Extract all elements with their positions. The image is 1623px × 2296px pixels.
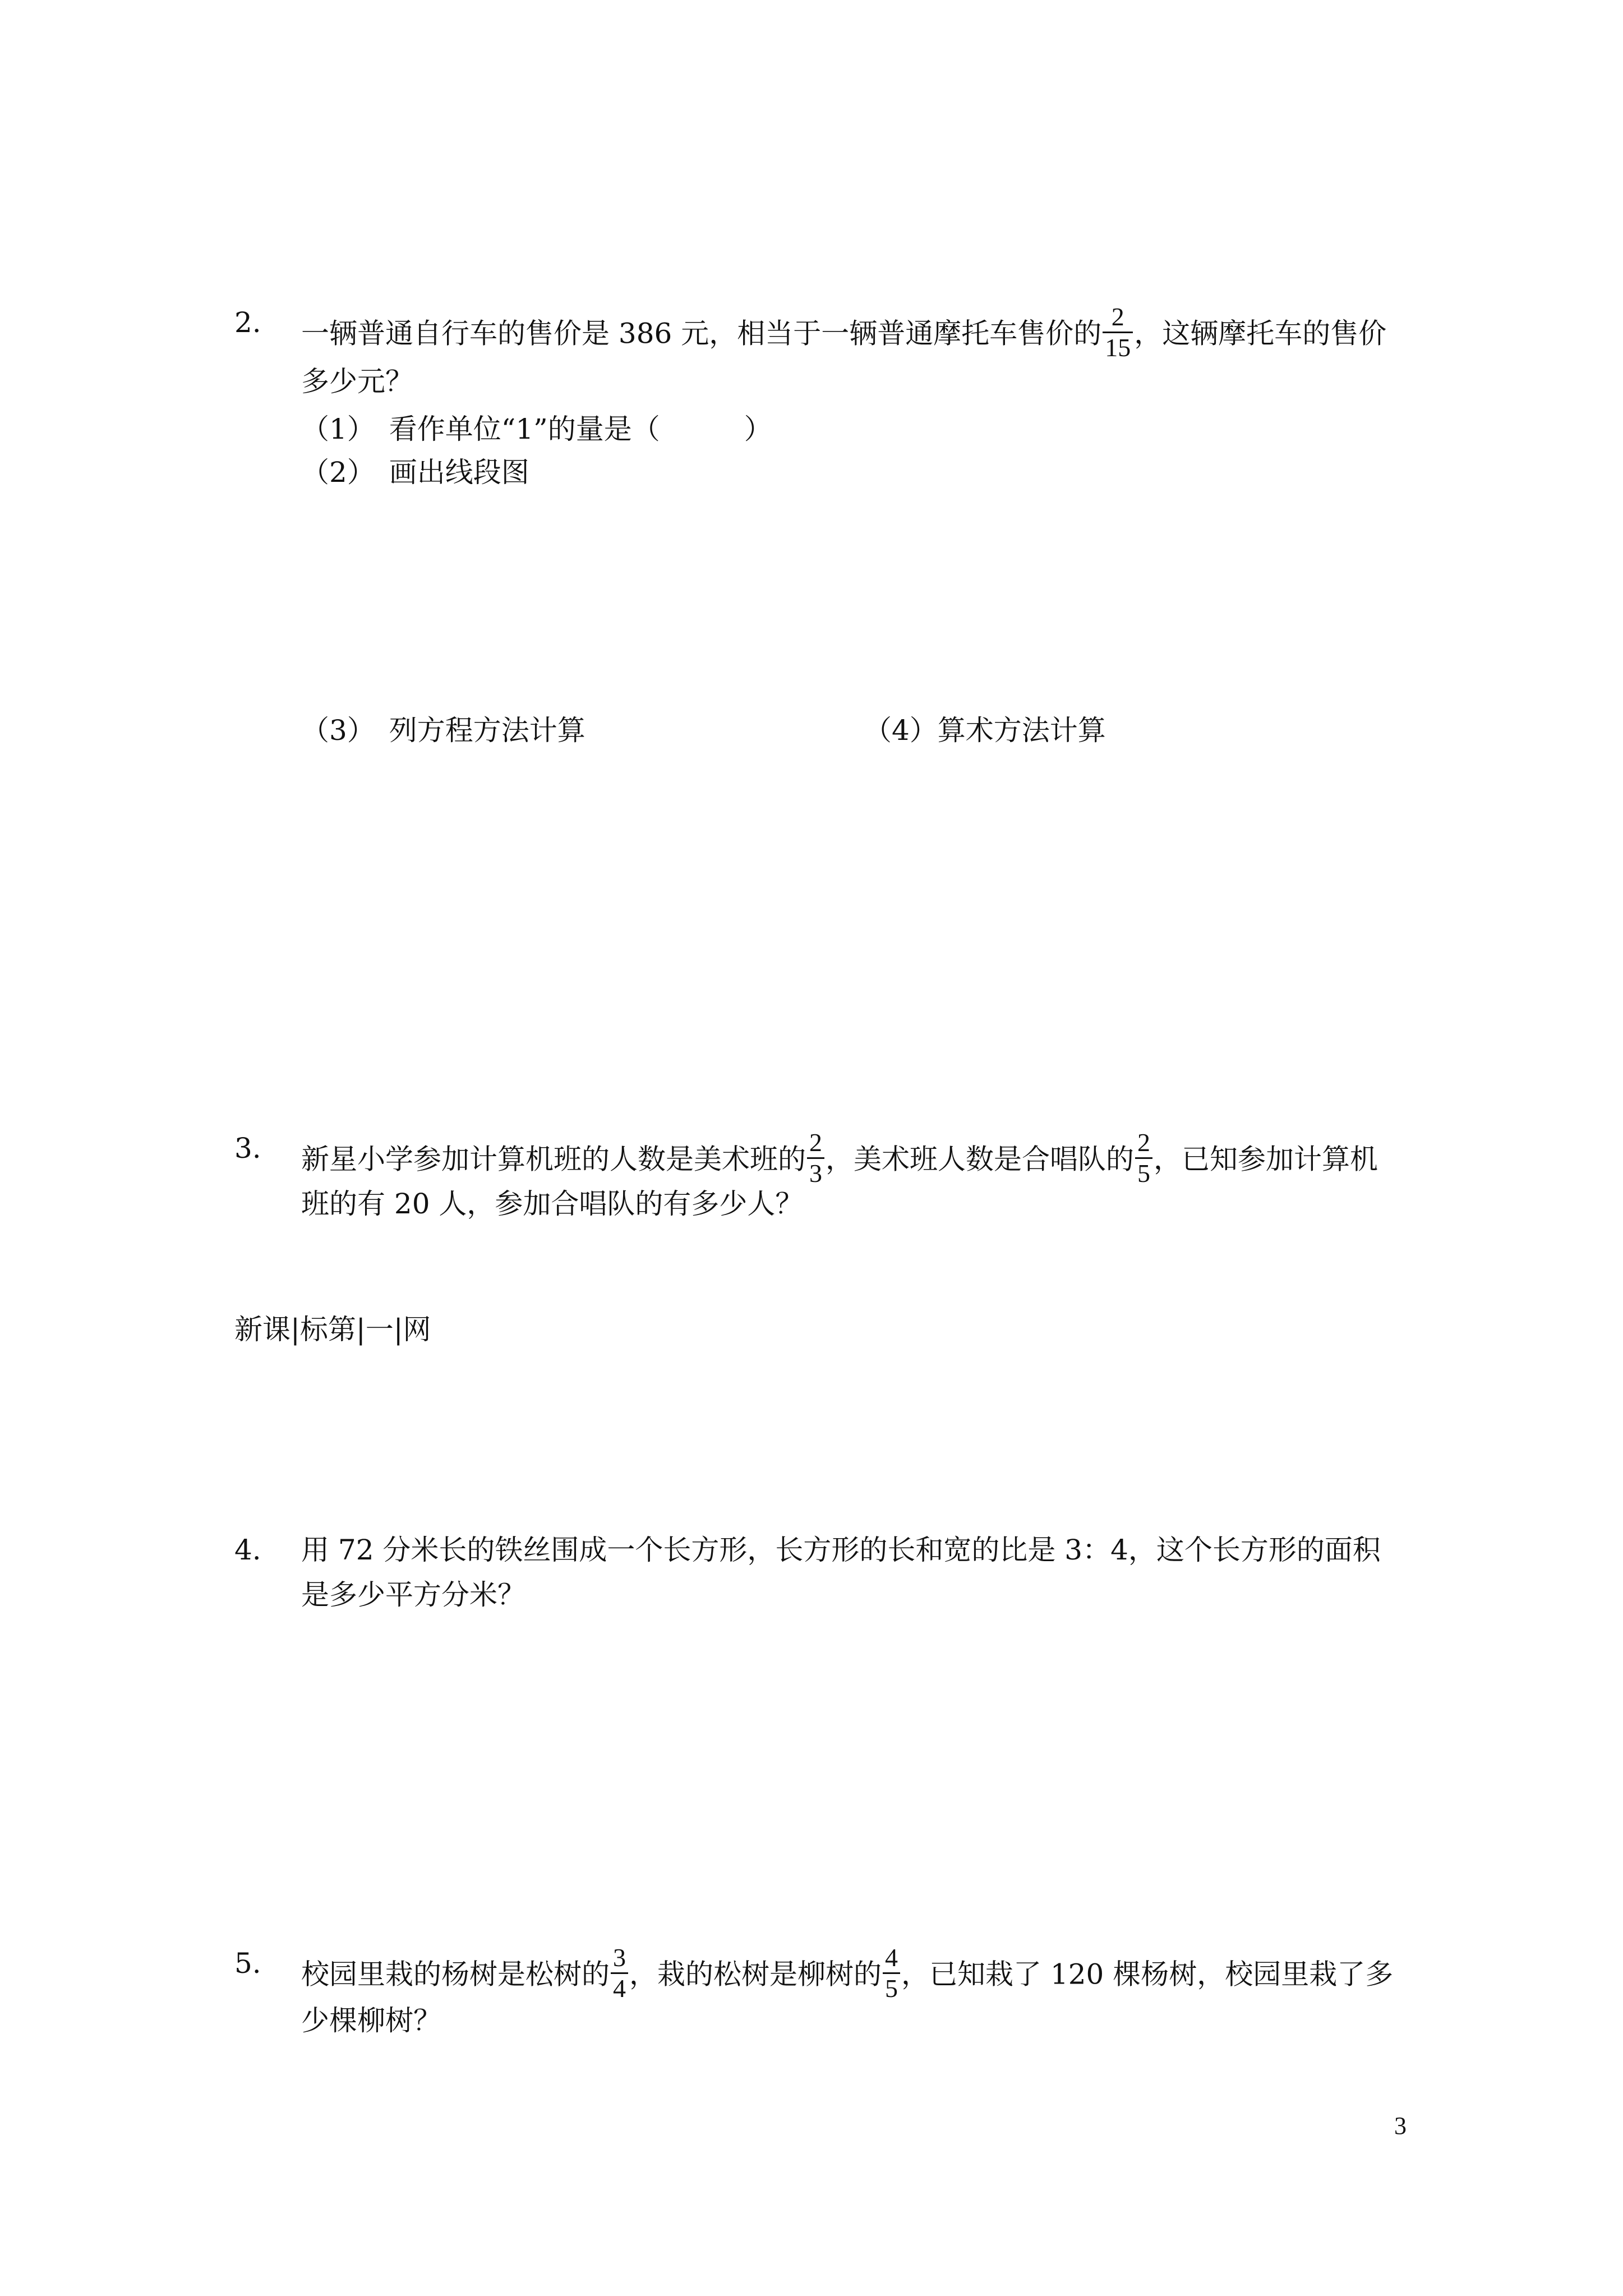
question-3-line-1	[301, 1128, 1378, 1191]
question-3-text-c: ，已知参加计算机	[1154, 1143, 1378, 1176]
question-4-line-1: 用 72 分米长的铁丝围成一个长方形，长方形的长和宽的比是 3：4，这个长方形的面积	[301, 1534, 1381, 1566]
fraction-denominator: 4	[613, 1974, 626, 2003]
fraction-denominator: 5	[1137, 1159, 1150, 1188]
question-2-sub-2: （2） 画出线段图	[301, 456, 529, 489]
question-5-text-a: 校园里栽的杨树是松树的	[301, 1958, 610, 1991]
fraction-numerator: 2	[1135, 1128, 1152, 1159]
watermark-text: 新课|标第|一|网	[234, 1313, 431, 1346]
fraction-2-15	[1103, 302, 1133, 362]
fraction-3-4	[611, 1943, 628, 2003]
fraction-4-5	[883, 1943, 900, 2003]
question-2-line-2: 多少元？	[301, 365, 413, 398]
fraction-2-5	[1135, 1128, 1152, 1188]
question-2-number: 2.	[234, 306, 261, 339]
fraction-numerator: 2	[1103, 302, 1133, 333]
question-2-sub-4: （4）算术方法计算	[864, 714, 1106, 747]
question-5-line-2: 少棵柳树？	[301, 2004, 441, 2037]
question-5-text-c: ，已知栽了 120 棵杨树，校园里栽了多	[901, 1958, 1394, 1991]
fraction-denominator: 3	[809, 1159, 822, 1188]
question-5-line-1	[301, 1943, 1394, 2007]
question-2-line-1	[301, 302, 1387, 366]
fraction-numerator: 3	[611, 1943, 628, 1974]
question-3-text-a: 新星小学参加计算机班的人数是美术班的	[301, 1143, 806, 1176]
question-5-text-b: ，栽的松树是柳树的	[629, 1958, 882, 1991]
question-2-text-b: ，这辆摩托车的售价	[1134, 317, 1387, 350]
question-2-sub-3: （3） 列方程方法计算	[301, 714, 585, 747]
question-3-text-b: ，美术班人数是合唱队的	[826, 1143, 1134, 1176]
question-5-number: 5.	[234, 1947, 261, 1980]
question-4-number: 4.	[234, 1534, 261, 1566]
fraction-numerator: 4	[883, 1943, 900, 1974]
question-2-sub-1: （1） 看作单位“1”的量是（ ）	[301, 413, 772, 445]
fraction-2-3	[807, 1128, 824, 1188]
fraction-denominator: 15	[1105, 333, 1131, 362]
question-3-line-2: 班的有 20 人，参加合唱队的有多少人？	[301, 1188, 804, 1220]
fraction-numerator: 2	[807, 1128, 824, 1159]
page-number: 3	[1394, 2112, 1407, 2139]
question-4-line-2: 是多少平方分米？	[301, 1579, 525, 1611]
fraction-denominator: 5	[885, 1974, 898, 2003]
question-3-number: 3.	[234, 1132, 261, 1165]
question-2-text-a: 一辆普通自行车的售价是 386 元，相当于一辆普通摩托车售价的	[301, 317, 1102, 350]
